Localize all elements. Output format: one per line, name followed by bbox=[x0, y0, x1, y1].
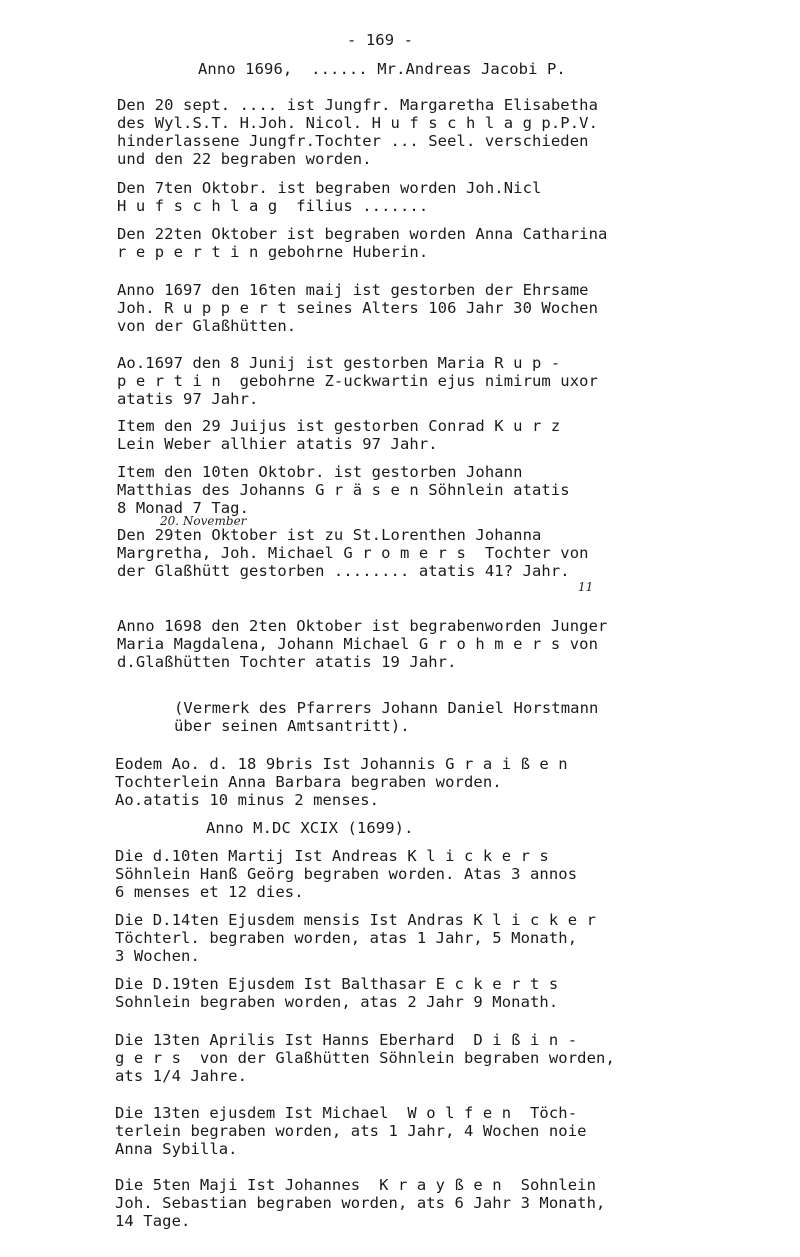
text-line: H u f s c h l a g filius ....... bbox=[117, 197, 429, 215]
text-line: 3 Wochen. bbox=[115, 947, 200, 965]
text-line: über seinen Amtsantritt). bbox=[174, 717, 410, 735]
text-line: Töchterl. begraben worden, atas 1 Jahr, 5 Monath, bbox=[115, 929, 578, 947]
text-line: Den 22ten Oktober ist begraben worden Anna Catharina bbox=[117, 225, 608, 243]
text-line: p e r t i n gebohrne Z-uckwartin ejus nimirum uxor bbox=[117, 372, 599, 390]
handwritten-annotation: 11 bbox=[578, 580, 594, 594]
text-line: Die 5ten Maji Ist Johannes K r a y ß e n Sohnlein bbox=[115, 1176, 597, 1194]
text-line: Anna Sybilla. bbox=[115, 1140, 238, 1158]
text-line: (Vermerk des Pfarrers Johann Daniel Horstmann bbox=[174, 699, 599, 717]
text-line: von der Glaßhütten. bbox=[117, 317, 297, 335]
text-line: Lein Weber allhier atatis 97 Jahr. bbox=[117, 435, 438, 453]
page-header: Anno 1696, ...... Mr.Andreas Jacobi P. bbox=[198, 60, 566, 78]
text-line: Ao.atatis 10 minus 2 menses. bbox=[115, 791, 380, 809]
text-line: 14 Tage. bbox=[115, 1212, 191, 1230]
text-line: Den 7ten Oktobr. ist begraben worden Joh.Nicl bbox=[117, 179, 542, 197]
text-line: Item den 10ten Oktobr. ist gestorben Johann bbox=[117, 463, 523, 481]
text-line: Die D.14ten Ejusdem mensis Ist Andras K l i c k e r bbox=[115, 911, 597, 929]
text-line: Joh. Sebastian begraben worden, ats 6 Jahr 3 Monath, bbox=[115, 1194, 606, 1212]
text-line: atatis 97 Jahr. bbox=[117, 390, 259, 408]
text-line: Die 13ten Aprilis Ist Hanns Eberhard D i ß i n - bbox=[115, 1031, 578, 1049]
text-line: Margretha, Joh. Michael G r o m e r s Tochter von bbox=[117, 544, 589, 562]
text-line: ats 1/4 Jahre. bbox=[115, 1067, 248, 1085]
text-line: Die D.19ten Ejusdem Ist Balthasar E c k e r t s bbox=[115, 975, 559, 993]
text-line: d.Glaßhütten Tochter atatis 19 Jahr. bbox=[117, 653, 457, 671]
text-line: hinderlassene Jungfr.Tochter ... Seel. verschieden bbox=[117, 132, 589, 150]
text-line: 6 menses et 12 dies. bbox=[115, 883, 304, 901]
handwritten-annotation: 20. November bbox=[160, 514, 247, 528]
text-line: Tochterlein Anna Barbara begraben worden. bbox=[115, 773, 502, 791]
page-number: - 169 - bbox=[347, 31, 414, 49]
text-line: Anno 1698 den 2ten Oktober ist begrabenworden Junger bbox=[117, 617, 608, 635]
text-line: Die d.10ten Martij Ist Andreas K l i c k e r s bbox=[115, 847, 549, 865]
text-line: Joh. R u p p e r t seines Alters 106 Jahr 30 Wochen bbox=[117, 299, 599, 317]
text-line: Den 20 sept. .... ist Jungfr. Margaretha Elisabetha bbox=[117, 96, 599, 114]
text-line: Sohnlein begraben worden, atas 2 Jahr 9 Monath. bbox=[115, 993, 559, 1011]
text-line: r e p e r t i n gebohrne Huberin. bbox=[117, 243, 429, 261]
text-line: Söhnlein Hanß Geörg begraben worden. Atas 3 annos bbox=[115, 865, 578, 883]
text-line: des Wyl.S.T. H.Joh. Nicol. H u f s c h l a g p.P.V. bbox=[117, 114, 599, 132]
text-line: Maria Magdalena, Johann Michael G r o h m e r s von bbox=[117, 635, 599, 653]
text-line: und den 22 begraben worden. bbox=[117, 150, 372, 168]
text-line: Eodem Ao. d. 18 9bris Ist Johannis G r a i ß e n bbox=[115, 755, 568, 773]
text-line: g e r s von der Glaßhütten Söhnlein begraben worden, bbox=[115, 1049, 615, 1067]
text-line: Ao.1697 den 8 Junij ist gestorben Maria R u p - bbox=[117, 354, 561, 372]
text-line: Matthias des Johanns G r ä s e n Söhnlein atatis bbox=[117, 481, 570, 499]
text-line: Die 13ten ejusdem Ist Michael W o l f e n Töch- bbox=[115, 1104, 578, 1122]
text-line: Anno 1697 den 16ten maij ist gestorben der Ehrsame bbox=[117, 281, 589, 299]
text-line: der Glaßhütt gestorben ........ atatis 41? Jahr. bbox=[117, 562, 570, 580]
text-line: 8 Monad 7 Tag. bbox=[117, 499, 250, 517]
text-line: Item den 29 Juijus ist gestorben Conrad K u r z bbox=[117, 417, 561, 435]
text-line: terlein begraben worden, ats 1 Jahr, 4 Wochen noie bbox=[115, 1122, 587, 1140]
text-line: Anno M.DC XCIX (1699). bbox=[206, 819, 414, 837]
text-line: Den 29ten Oktober ist zu St.Lorenthen Johanna bbox=[117, 526, 542, 544]
